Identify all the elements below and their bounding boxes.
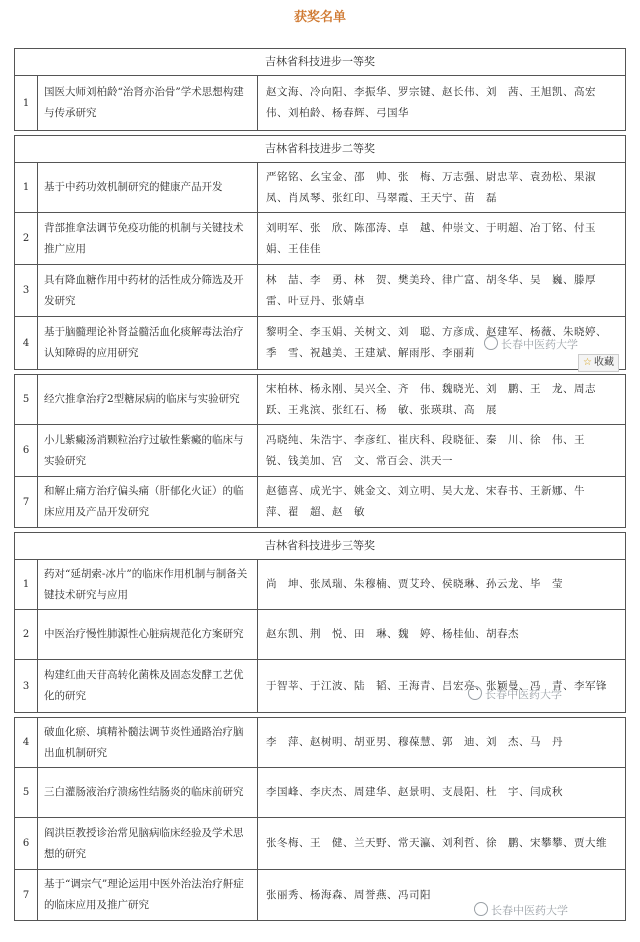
row-number: 1	[15, 76, 38, 130]
project-title: 基于“调宗气”理论运用中医外治法治疗鼾症的临床应用及推广研究	[38, 870, 258, 920]
table-row	[15, 477, 625, 527]
table-row	[15, 425, 625, 477]
row-number: 4	[15, 317, 38, 369]
award-section-third-prize-continued	[14, 717, 626, 921]
team-members: 林 喆、李 勇、林 贺、樊美玲、律广富、胡冬华、吴 巍、滕厚雷、叶豆丹、张婧卓	[266, 273, 596, 307]
table-row	[15, 560, 625, 610]
row-number: 1	[15, 560, 38, 609]
favorite-button[interactable]: ☆ 收藏	[578, 354, 619, 372]
row-number: 7	[15, 870, 38, 920]
table-row	[15, 76, 625, 130]
table-row	[15, 718, 625, 768]
team-members: 赵德喜、成光宇、姚金文、刘立明、吴大龙、宋春书、王新娜、牛 萍、翟 超、赵 敏	[266, 485, 596, 518]
award-section-first-prize	[14, 48, 626, 131]
team-members: 张丽秀、杨海森、周誉燕、冯司阳	[266, 888, 431, 901]
project-title: 经穴推拿治疗2型糖尿病的临床与实验研究	[38, 375, 258, 424]
team-members: 宋柏林、杨永刚、吴兴全、齐 伟、魏晓光、刘 鹏、王 龙、周志跃、王兆滨、张红石、杨 敏、张瑛琪、高 展	[266, 382, 596, 416]
project-title: 基于脑髓理论补肾益髓活血化痰解毒法治疗认知障碍的应用研究	[38, 317, 258, 369]
team-members: 赵文海、冷向阳、李振华、罗宗键、赵长伟、刘 茜、王旭凯、高宏伟、刘柏龄、杨春辉、弓国华	[266, 86, 596, 119]
team-members: 刘明军、张 欣、陈邵涛、卓 越、仲崇文、于明超、冶丁铭、付玉娟、王佳佳	[266, 221, 596, 255]
table-row	[15, 375, 625, 425]
team-members: 尚 坤、张凤瑞、朱穆楠、贾艾玲、侯晓琳、孙云龙、毕 莹	[266, 578, 563, 590]
team-members: 张冬梅、王 健、兰天野、常天瀛、刘利哲、徐 鹏、宋攀攀、贾大维	[266, 837, 607, 849]
row-number: 2	[15, 213, 38, 264]
award-section-second-prize-continued	[14, 374, 626, 528]
project-title: 基于中药功效机制研究的健康产品开发	[38, 163, 258, 212]
table-row	[15, 768, 625, 818]
row-number: 5	[15, 375, 38, 424]
project-title: 中医治疗慢性肺源性心脏病规范化方案研究	[38, 610, 258, 659]
row-number: 6	[15, 818, 38, 869]
award-section-second-prize	[14, 135, 626, 370]
table-row	[15, 265, 625, 317]
project-title: 阎洪臣教授诊治常见脑病临床经验及学术思想的研究	[38, 818, 258, 869]
table-row	[15, 213, 625, 265]
row-number: 4	[15, 718, 38, 767]
page-title: 获奖名单	[293, 10, 346, 25]
table-row	[15, 818, 625, 870]
team-members: 李 萍、赵树明、胡亚男、穆葆慧、郭 迪、刘 杰、马 丹	[266, 736, 563, 748]
project-title: 和解止痛方治疗偏头痛（肝郁化火证）的临床应用及产品开发研究	[38, 477, 258, 527]
wechat-logo-icon	[484, 336, 498, 350]
section-header: 吉林省科技进步一等奖	[15, 49, 625, 76]
team-members: 黎明全、李玉娟、关树文、刘 聪、方彦成、赵建军、杨薇、朱晓婷、季 雪、祝越美、王建斌、解雨彤、李丽莉	[266, 326, 607, 359]
team-members: 冯晓纯、朱浩宇、李彦红、崔庆科、段晓征、秦 川、徐 伟、王 锐、钱美加、宫 文、常百会、洪天一	[266, 433, 596, 467]
project-title: 国医大师刘柏龄“治肾亦治骨”学术思想构建与传承研究	[38, 76, 258, 130]
section-header: 吉林省科技进步三等奖	[15, 533, 625, 560]
project-title: 三白灌肠液治疗溃疡性结肠炎的临床前研究	[38, 768, 258, 817]
project-title: 小儿紫癜汤消颗粒治疗过敏性紫癜的临床与实验研究	[38, 425, 258, 476]
project-title: 背部推拿法调节免疫功能的机制与关键技术推广应用	[38, 213, 258, 264]
award-table	[14, 48, 626, 925]
row-number: 6	[15, 425, 38, 476]
team-members: 严铭铭、幺宝金、邵 帅、张 梅、万志强、尉忠苹、袁劲松、果淑凤、肖凤琴、张红印、马翠霞、王天宁、苗 磊	[266, 170, 596, 204]
section-header: 吉林省科技进步二等奖	[15, 136, 625, 163]
watermark: 长春中医药大学	[468, 686, 562, 702]
row-number: 1	[15, 163, 38, 212]
project-title: 具有降血糖作用中药材的活性成分筛选及开发研究	[38, 265, 258, 316]
project-title: 药对“延胡索-冰片”的临床作用机制与制备关键技术研究与应用	[38, 560, 258, 609]
team-members: 赵东凯、荆 悦、田 琳、魏 婷、杨桂仙、胡春杰	[266, 628, 519, 640]
team-members: 于智莘、于江波、陆 韬、王海青、吕宏亮、张颖曼、冯 青、李军锋	[266, 679, 607, 692]
table-row	[15, 610, 625, 660]
wechat-logo-icon	[468, 686, 482, 700]
watermark: 长春中医药大学	[484, 336, 578, 352]
row-number: 2	[15, 610, 38, 659]
project-title: 破血化瘀、填精补髓法调节炎性通路治疗脑出血机制研究	[38, 718, 258, 767]
row-number: 3	[15, 265, 38, 316]
wechat-logo-icon	[474, 902, 488, 916]
star-icon: ☆	[583, 357, 592, 368]
watermark: 长春中医药大学	[474, 902, 568, 918]
project-title: 构建红曲天苷高转化菌株及固态发酵工艺优化的研究	[38, 660, 258, 712]
row-number: 3	[15, 660, 38, 712]
row-number: 5	[15, 768, 38, 817]
row-number: 7	[15, 477, 38, 527]
table-row	[15, 163, 625, 213]
team-members: 李国峰、李庆杰、周建华、赵景明、支晨阳、杜 宇、闫成秋	[266, 786, 563, 798]
